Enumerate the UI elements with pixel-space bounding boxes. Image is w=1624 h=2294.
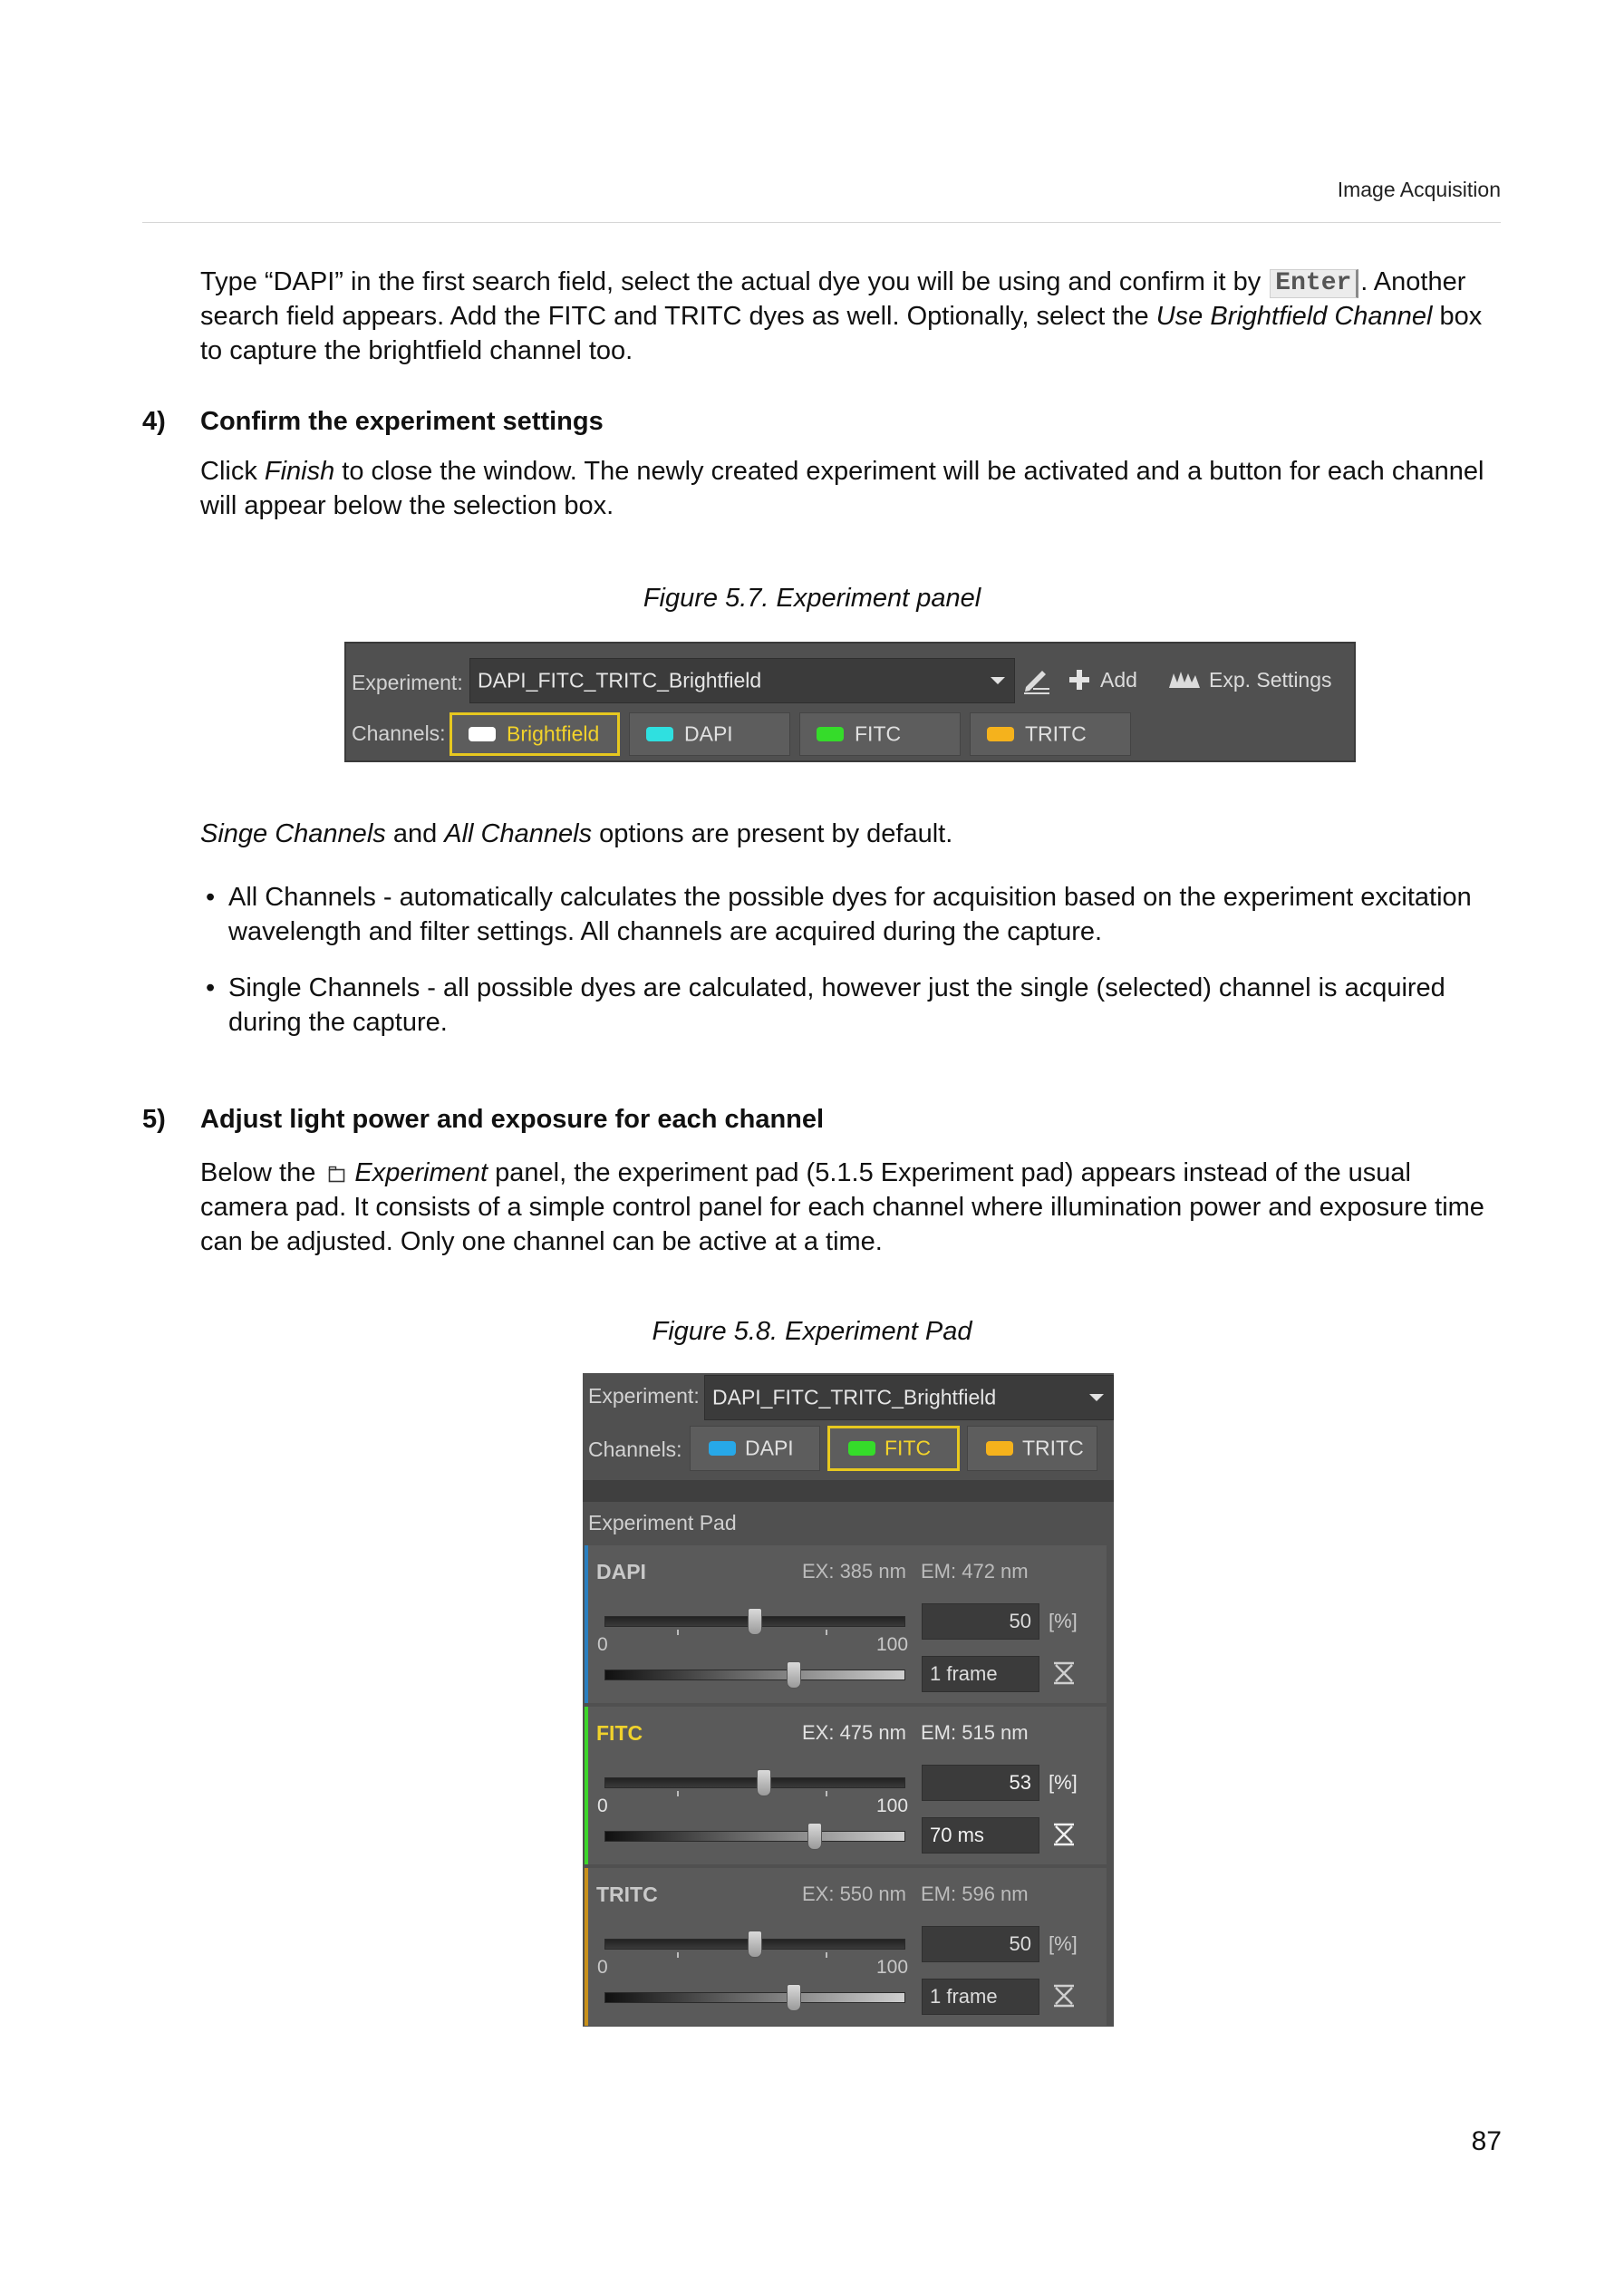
add-experiment-button[interactable] xyxy=(1068,668,1137,692)
channel-button-brightfield[interactable] xyxy=(450,712,620,756)
step-4-text-2: to close the window. The newly created experiment will be activated and a button for each channel will appear below the selection box. xyxy=(200,457,1484,520)
channel-stripe xyxy=(585,1868,588,2026)
power-slider-thumb[interactable] xyxy=(748,1608,762,1635)
slider-tick xyxy=(826,1952,827,1958)
running-header: Image Acquisition xyxy=(1337,178,1501,201)
options-note-rest: options are present by default. xyxy=(592,819,953,848)
power-scale-max: 100 xyxy=(876,1957,909,1978)
channel-button-tritc[interactable] xyxy=(967,1426,1097,1471)
all-channels-term: All Channels xyxy=(444,819,593,848)
power-value: 53 xyxy=(1009,1771,1031,1794)
exposure-slider-track[interactable] xyxy=(604,1831,905,1842)
step-5-number: 5) xyxy=(142,1105,166,1134)
power-scale-min: 0 xyxy=(597,1796,608,1816)
excitation-label: EX: 475 nm xyxy=(802,1721,906,1744)
channel-color-swatch xyxy=(987,727,1014,741)
chevron-down-icon[interactable] xyxy=(1089,1394,1104,1401)
pad-channel-name: TRITC xyxy=(596,1883,658,1906)
experiment-dropdown-value: DAPI_FITC_TRITC_Brightfield xyxy=(478,668,762,692)
bullet-dot: • xyxy=(206,883,216,912)
step-4-paragraph xyxy=(200,454,1503,523)
bullet-single-channels xyxy=(200,971,1503,1040)
options-note xyxy=(200,817,1503,851)
power-unit: [%] xyxy=(1049,1771,1078,1794)
experiment-panel-icon xyxy=(328,1166,345,1183)
channel-button-label: TRITC xyxy=(1022,1436,1084,1460)
channel-button-tritc[interactable] xyxy=(970,712,1131,756)
power-scale-max: 100 xyxy=(876,1634,909,1655)
channel-color-swatch xyxy=(646,727,673,741)
exposure-slider-thumb[interactable] xyxy=(787,1984,801,2011)
emission-label: EM: 472 nm xyxy=(921,1560,1029,1583)
plus-icon xyxy=(1068,668,1091,692)
channel-color-swatch xyxy=(709,1441,736,1456)
figure-5-8-caption: Figure 5.8. Experiment Pad xyxy=(652,1317,972,1346)
step-4-title: Confirm the experiment settings xyxy=(200,407,604,436)
channel-button-dapi[interactable] xyxy=(629,712,790,756)
experiment-settings-button[interactable] xyxy=(1169,668,1332,692)
experiment-dropdown[interactable] xyxy=(704,1375,1114,1420)
exposure-value-field[interactable] xyxy=(922,1979,1039,2015)
channel-button-label: FITC xyxy=(855,721,902,746)
power-value: 50 xyxy=(1009,1932,1031,1955)
edit-experiment-icon[interactable] xyxy=(1020,663,1053,696)
slider-tick xyxy=(826,1630,827,1635)
channel-color-swatch xyxy=(469,727,496,741)
slider-tick xyxy=(677,1791,679,1796)
power-value-field[interactable] xyxy=(922,1926,1039,1962)
channel-stripe xyxy=(585,1545,588,1703)
power-unit: [%] xyxy=(1049,1932,1078,1955)
exposure-value-field[interactable] xyxy=(922,1656,1039,1692)
bullet-text: Single Channels - all possible dyes are calculated, however just the single (selected) channel is acquired during the capture. xyxy=(228,973,1445,1037)
channels-label: Channels: xyxy=(588,1437,682,1461)
auto-exposure-icon[interactable] xyxy=(1052,1984,1076,2008)
channel-stripe xyxy=(585,1707,588,1864)
pad-channel-name: DAPI xyxy=(596,1560,646,1583)
experiment-panel-screenshot xyxy=(344,642,1356,762)
intro-text-1: Type “DAPI” in the first search field, select the actual dye you will be using and confirm it by xyxy=(200,267,1269,296)
experiment-dropdown-value: DAPI_FITC_TRITC_Brightfield xyxy=(712,1385,997,1409)
channel-button-label: TRITC xyxy=(1025,721,1087,746)
intro-paragraph xyxy=(200,265,1503,368)
channel-button-label: DAPI xyxy=(684,721,733,746)
slider-tick xyxy=(826,1791,827,1796)
channel-color-swatch xyxy=(848,1441,875,1456)
exposure-slider-thumb[interactable] xyxy=(807,1823,822,1850)
singe-channels-term: Singe Channels xyxy=(200,819,386,848)
step-4-text-1: Click xyxy=(200,457,265,486)
experiment-pad-screenshot xyxy=(583,1373,1114,2027)
pad-channel-tritc[interactable] xyxy=(585,1868,1107,2026)
power-scale-min: 0 xyxy=(597,1634,608,1655)
power-value: 50 xyxy=(1009,1610,1031,1632)
experiment-dropdown[interactable] xyxy=(469,658,1015,703)
experiment-pad-title: Experiment Pad xyxy=(588,1511,737,1534)
exposure-slider-track[interactable] xyxy=(604,1992,905,2003)
power-unit: [%] xyxy=(1049,1610,1078,1632)
page-number: 87 xyxy=(1471,2126,1502,2156)
step-5-title: Adjust light power and exposure for each channel xyxy=(200,1105,825,1134)
finish-button-name: Finish xyxy=(264,457,335,486)
slider-tick xyxy=(677,1630,679,1635)
slider-tick xyxy=(677,1952,679,1958)
spectrum-icon xyxy=(1169,670,1200,690)
panel-separator xyxy=(583,1480,1114,1502)
intro-text-3: box to capture the brightfield channel too. xyxy=(200,302,1483,365)
power-value-field[interactable] xyxy=(922,1765,1039,1801)
step-5-below: Below the xyxy=(200,1158,324,1187)
exposure-value: 70 ms xyxy=(930,1824,984,1846)
figure-5-7-caption: Figure 5.7. Experiment panel xyxy=(643,584,981,613)
pad-channel-name: FITC xyxy=(596,1721,643,1745)
channels-label: Channels: xyxy=(352,721,446,745)
channel-button-label: Brightfield xyxy=(507,721,600,746)
exposure-value: 1 frame xyxy=(930,1662,998,1685)
emission-label: EM: 596 nm xyxy=(921,1883,1029,1905)
power-slider-track[interactable] xyxy=(604,1777,905,1788)
bullet-dot: • xyxy=(206,973,216,1002)
add-label: Add xyxy=(1100,668,1137,692)
pad-channel-dapi[interactable] xyxy=(585,1545,1107,1703)
options-note-and: and xyxy=(385,819,445,848)
channel-button-fitc[interactable] xyxy=(827,1426,960,1471)
emission-label: EM: 515 nm xyxy=(921,1721,1029,1744)
experiment-label: Experiment: xyxy=(352,671,463,694)
auto-exposure-icon[interactable] xyxy=(1052,1661,1076,1685)
experiment-panel-term: Experiment xyxy=(354,1158,488,1187)
exposure-slider-track[interactable] xyxy=(604,1670,905,1680)
channel-color-swatch xyxy=(986,1441,1013,1456)
power-scale-max: 100 xyxy=(876,1796,909,1816)
power-scale-min: 0 xyxy=(597,1957,608,1978)
channel-button-label: FITC xyxy=(884,1436,932,1460)
experiment-label: Experiment: xyxy=(588,1384,700,1408)
auto-exposure-icon[interactable] xyxy=(1052,1823,1076,1846)
channel-button-label: DAPI xyxy=(745,1436,794,1460)
exposure-slider-thumb[interactable] xyxy=(787,1661,801,1689)
chevron-down-icon[interactable] xyxy=(991,677,1005,684)
excitation-label: EX: 385 nm xyxy=(802,1560,906,1583)
bullet-text: All Channels - automatically calculates the possible dyes for acquisition based on the experiment excitation wavelength and filter settings. All channels are acquired during the capture. xyxy=(228,883,1472,946)
exp-settings-label: Exp. Settings xyxy=(1209,668,1332,692)
channel-button-fitc[interactable] xyxy=(799,712,961,756)
intro-text-2: . Another search field appears. Add the FITC and TRITC dyes as well. Optionally, select the xyxy=(200,267,1466,331)
step-5-paragraph xyxy=(200,1156,1503,1259)
exposure-value-field[interactable] xyxy=(922,1817,1039,1854)
power-value-field[interactable] xyxy=(922,1603,1039,1640)
channel-button-dapi[interactable] xyxy=(690,1426,820,1471)
enter-key: Enter xyxy=(1270,269,1358,298)
channel-color-swatch xyxy=(817,727,844,741)
exposure-value: 1 frame xyxy=(930,1985,998,2008)
pad-channel-fitc[interactable] xyxy=(585,1707,1107,1864)
power-slider-thumb[interactable] xyxy=(757,1769,771,1796)
header-divider xyxy=(142,222,1501,223)
brightfield-option-name: Use Brightfield Channel xyxy=(1155,302,1433,331)
step-5-rest: panel, the experiment pad (5.1.5 Experiment pad) appears instead of the usual camera pad. It consists of a simple control panel for each channel where illumination power and exposure time can be adjusted. Only one channel can be active at a time. xyxy=(200,1158,1484,1256)
step-4-number: 4) xyxy=(142,407,166,436)
bullet-all-channels xyxy=(200,880,1503,949)
power-slider-thumb[interactable] xyxy=(748,1931,762,1958)
excitation-label: EX: 550 nm xyxy=(802,1883,906,1905)
